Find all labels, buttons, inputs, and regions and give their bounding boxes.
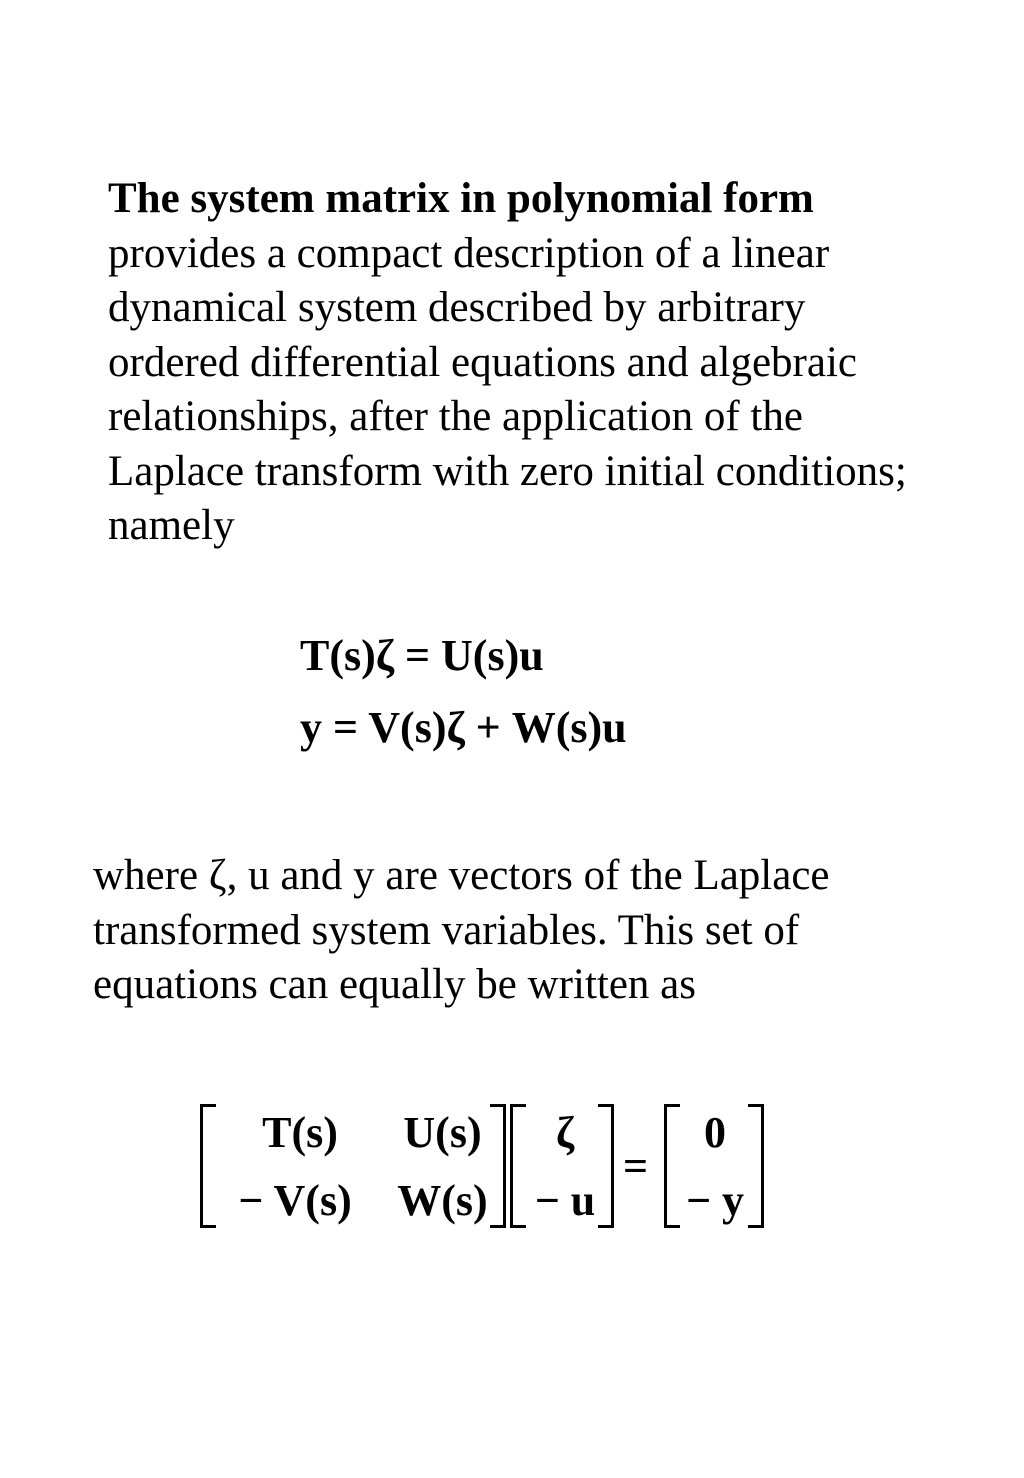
matrix-left-bracket xyxy=(200,1104,216,1228)
matrix-cell-u: U(s) xyxy=(403,1108,482,1157)
equation-1: T(s)ζ = U(s)u xyxy=(300,631,544,680)
matrix-cell-v: − V(s) xyxy=(238,1176,352,1225)
where-paragraph: where ζ, u and y are vectors of the Laplace transformed system variables. This set of equations can equally be written as xyxy=(93,852,830,1008)
matrix-cell-t: T(s) xyxy=(262,1108,338,1157)
intro-paragraph xyxy=(108,172,928,554)
result-cell-y: − y xyxy=(685,1176,745,1225)
intro-lead: The system matrix in polynomial form xyxy=(108,175,814,222)
intro-body: provides a compact description of a linear dynamical system described by arbitrary ordered differential equations and algebraic relationships, after the application of the Laplace transform with zero initial conditions; namely xyxy=(108,229,907,549)
equals-sign: = xyxy=(623,1142,649,1191)
result-cell-zero: 0 xyxy=(704,1108,726,1157)
equation-2: y = V(s)ζ + W(s)u xyxy=(300,703,627,752)
matrix-cell-w: W(s) xyxy=(397,1176,488,1225)
vector-cell-u: − u xyxy=(534,1176,596,1225)
vector-cell-zeta: ζ xyxy=(555,1108,575,1157)
